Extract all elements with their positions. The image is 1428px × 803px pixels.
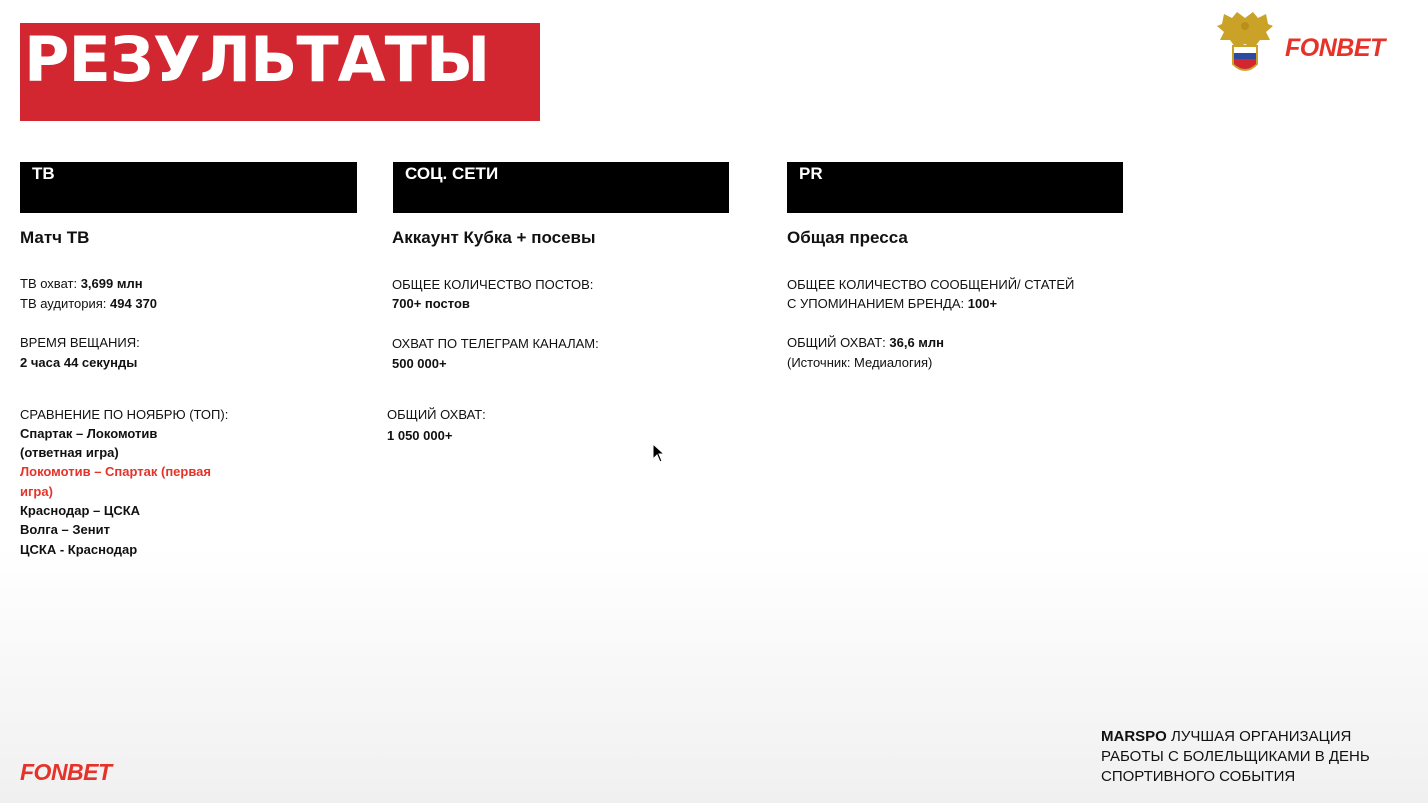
social-posts-label: ОБЩЕЕ КОЛИЧЕСТВО ПОСТОВ: bbox=[392, 277, 594, 292]
fonbet-logo-top: FONBET bbox=[1285, 34, 1385, 62]
page-title: РЕЗУЛЬТАТЫ bbox=[24, 23, 490, 96]
comparison-item-highlight: Локомотив – Спартак (первая bbox=[20, 464, 211, 479]
title-banner bbox=[20, 23, 540, 121]
fonbet-logo-bottom: FONBET bbox=[20, 759, 112, 785]
social-telegram-value: 500 000+ bbox=[392, 356, 447, 371]
comparison-item: Волга – Зенит bbox=[20, 522, 110, 537]
social-posts-value: 700+ постов bbox=[392, 296, 470, 311]
column-header-label: СОЦ. СЕТИ bbox=[405, 164, 499, 183]
column-header-label: ТВ bbox=[32, 164, 55, 183]
comparison-item-highlight: игра) bbox=[20, 484, 53, 499]
column-header-social bbox=[393, 162, 729, 213]
social-telegram-label: ОХВАТ ПО ТЕЛЕГРАМ КАНАЛАМ: bbox=[392, 336, 599, 351]
comparison-item: Краснодар – ЦСКА bbox=[20, 503, 141, 518]
pr-messages-label: ОБЩЕЕ КОЛИЧЕСТВО СООБЩЕНИЙ/ СТАТЕЙ bbox=[787, 277, 1075, 292]
tv-airtime-label: ВРЕМЯ ВЕЩАНИЯ: bbox=[20, 335, 140, 350]
social-total-label: ОБЩИЙ ОХВАТ: bbox=[387, 407, 486, 422]
tv-subtitle: Матч ТВ bbox=[20, 228, 90, 247]
pr-source: (Источник: Медиалогия) bbox=[787, 355, 933, 370]
tv-airtime-value: 2 часа 44 секунды bbox=[20, 355, 138, 370]
mouse-cursor-icon bbox=[652, 443, 666, 463]
social-subtitle: Аккаунт Кубка + посевы bbox=[392, 228, 596, 247]
pr-subtitle: Общая пресса bbox=[787, 228, 908, 247]
eagle-emblem-icon bbox=[1216, 10, 1274, 78]
footer-caption: MARSPO ЛУЧШАЯ ОРГАНИЗАЦИЯ РАБОТЫ С БОЛЕЛЬЩИКАМИ В ДЕНЬ СПОРТИВНОГО СОБЫТИЯ bbox=[1101, 728, 1370, 785]
column-header-tv bbox=[20, 162, 357, 213]
pr-messages-line2: С УПОМИНАНИЕМ БРЕНДА: 100+ bbox=[787, 296, 998, 311]
column-header-pr bbox=[787, 162, 1123, 213]
column-header-label: PR bbox=[799, 164, 823, 183]
comparison-item: (ответная игра) bbox=[20, 445, 119, 460]
tv-reach: ТВ охват: 3,699 млн bbox=[20, 276, 143, 291]
comparison-item: ЦСКА - Краснодар bbox=[20, 542, 138, 557]
tv-comparison-label: СРАВНЕНИЕ ПО НОЯБРЮ (ТОП): bbox=[20, 407, 229, 422]
comparison-item: Спартак – Локомотив bbox=[20, 426, 158, 441]
social-total-value: 1 050 000+ bbox=[387, 428, 453, 443]
tv-audience: ТВ аудитория: 494 370 bbox=[20, 296, 158, 311]
pr-reach: ОБЩИЙ ОХВАТ: 36,6 млн bbox=[787, 335, 945, 350]
